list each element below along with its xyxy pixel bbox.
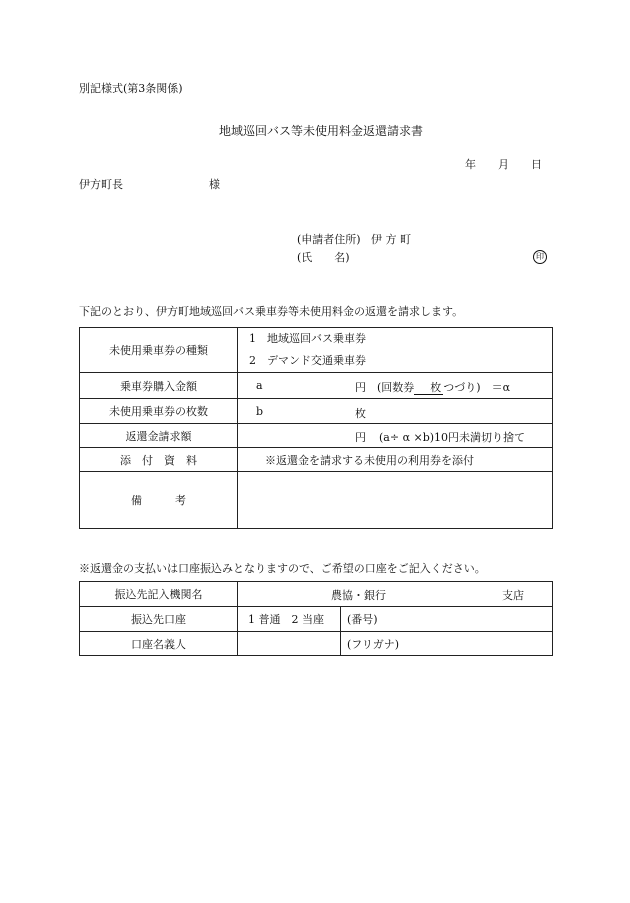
table-row: [80, 632, 553, 656]
refund-formula: (a÷ α ×b)10円未満切り捨て: [379, 431, 526, 444]
bank-table: [79, 581, 553, 656]
attachment-label: 添 付 資 料: [80, 448, 238, 472]
ticket-type-option-2: 2 デマンド交通乗車券: [249, 354, 366, 367]
table-row: [80, 582, 553, 607]
remarks-value[interactable]: [238, 472, 553, 529]
table-row: [80, 424, 553, 448]
purchase-amount-label: 乗車券購入金額: [80, 373, 238, 399]
addressee-suffix: 様: [209, 178, 220, 191]
date-field: 年 月 日: [465, 158, 542, 171]
addressee-name: 伊方町長: [79, 178, 123, 191]
ticket-type-label: 未使用乗車券の種類: [80, 328, 238, 373]
table-row: [80, 373, 553, 399]
bank-name-label: 振込先記入機関名: [80, 582, 238, 607]
account-holder-kana[interactable]: (フリガナ): [341, 632, 553, 656]
request-table: [79, 327, 553, 529]
bank-type: 農協・銀行: [331, 589, 386, 602]
account-holder-label: 口座名義人: [80, 632, 238, 656]
bank-note: ※返還金の支払いは口座振込みとなりますので、ご希望の口座をご記入ください。: [79, 562, 486, 575]
account-holder-blank[interactable]: [238, 632, 341, 656]
document-title: 地域巡回バス等未使用料金返還請求書: [219, 124, 424, 138]
purchase-amount-a: a: [256, 379, 263, 392]
applicant-address-value: 伊 方 町: [371, 233, 411, 246]
applicant-address-label: (申請者住所): [297, 233, 361, 246]
remarks-label: 備 考: [80, 472, 238, 529]
table-row: [80, 472, 553, 529]
ticket-type-options: [238, 328, 553, 373]
refund-amount-value: [238, 424, 553, 448]
form-reference: 別記様式(第3条関係): [79, 82, 183, 95]
purchase-amount-value: [238, 373, 553, 399]
bank-name-value[interactable]: [238, 582, 553, 607]
unused-count-unit: 枚: [355, 407, 366, 420]
booklet-count-underline: 枚: [414, 381, 443, 395]
account-number[interactable]: (番号): [341, 607, 553, 632]
purchase-amount-paren: (回数券 枚 つづり) ＝α: [377, 381, 511, 394]
attachment-value: ※返還金を請求する未使用の利用券を添付: [238, 448, 553, 472]
unused-count-label: 未使用乗車券の枚数: [80, 399, 238, 424]
refund-amount-label: 返還金請求額: [80, 424, 238, 448]
account-label: 振込先口座: [80, 607, 238, 632]
seal-mark: 印: [533, 249, 547, 264]
purchase-amount-yen: 円: [355, 381, 366, 394]
unused-count-value: [238, 399, 553, 424]
table-row: [80, 399, 553, 424]
applicant-name-label: (氏 名): [297, 251, 350, 264]
ticket-type-option-1: 1 地域巡回バス乗車券: [249, 332, 366, 345]
table-row: [80, 448, 553, 472]
table-row: [80, 328, 553, 373]
refund-amount-yen: 円: [355, 431, 366, 444]
unused-count-b: b: [256, 405, 264, 418]
branch-suffix: 支店: [502, 589, 524, 602]
table-row: [80, 607, 553, 632]
intro-text: 下記のとおり、伊方町地域巡回バス乗車券等未使用料金の返還を請求します。: [79, 305, 464, 318]
account-type[interactable]: 1 普通 2 当座: [238, 607, 341, 632]
